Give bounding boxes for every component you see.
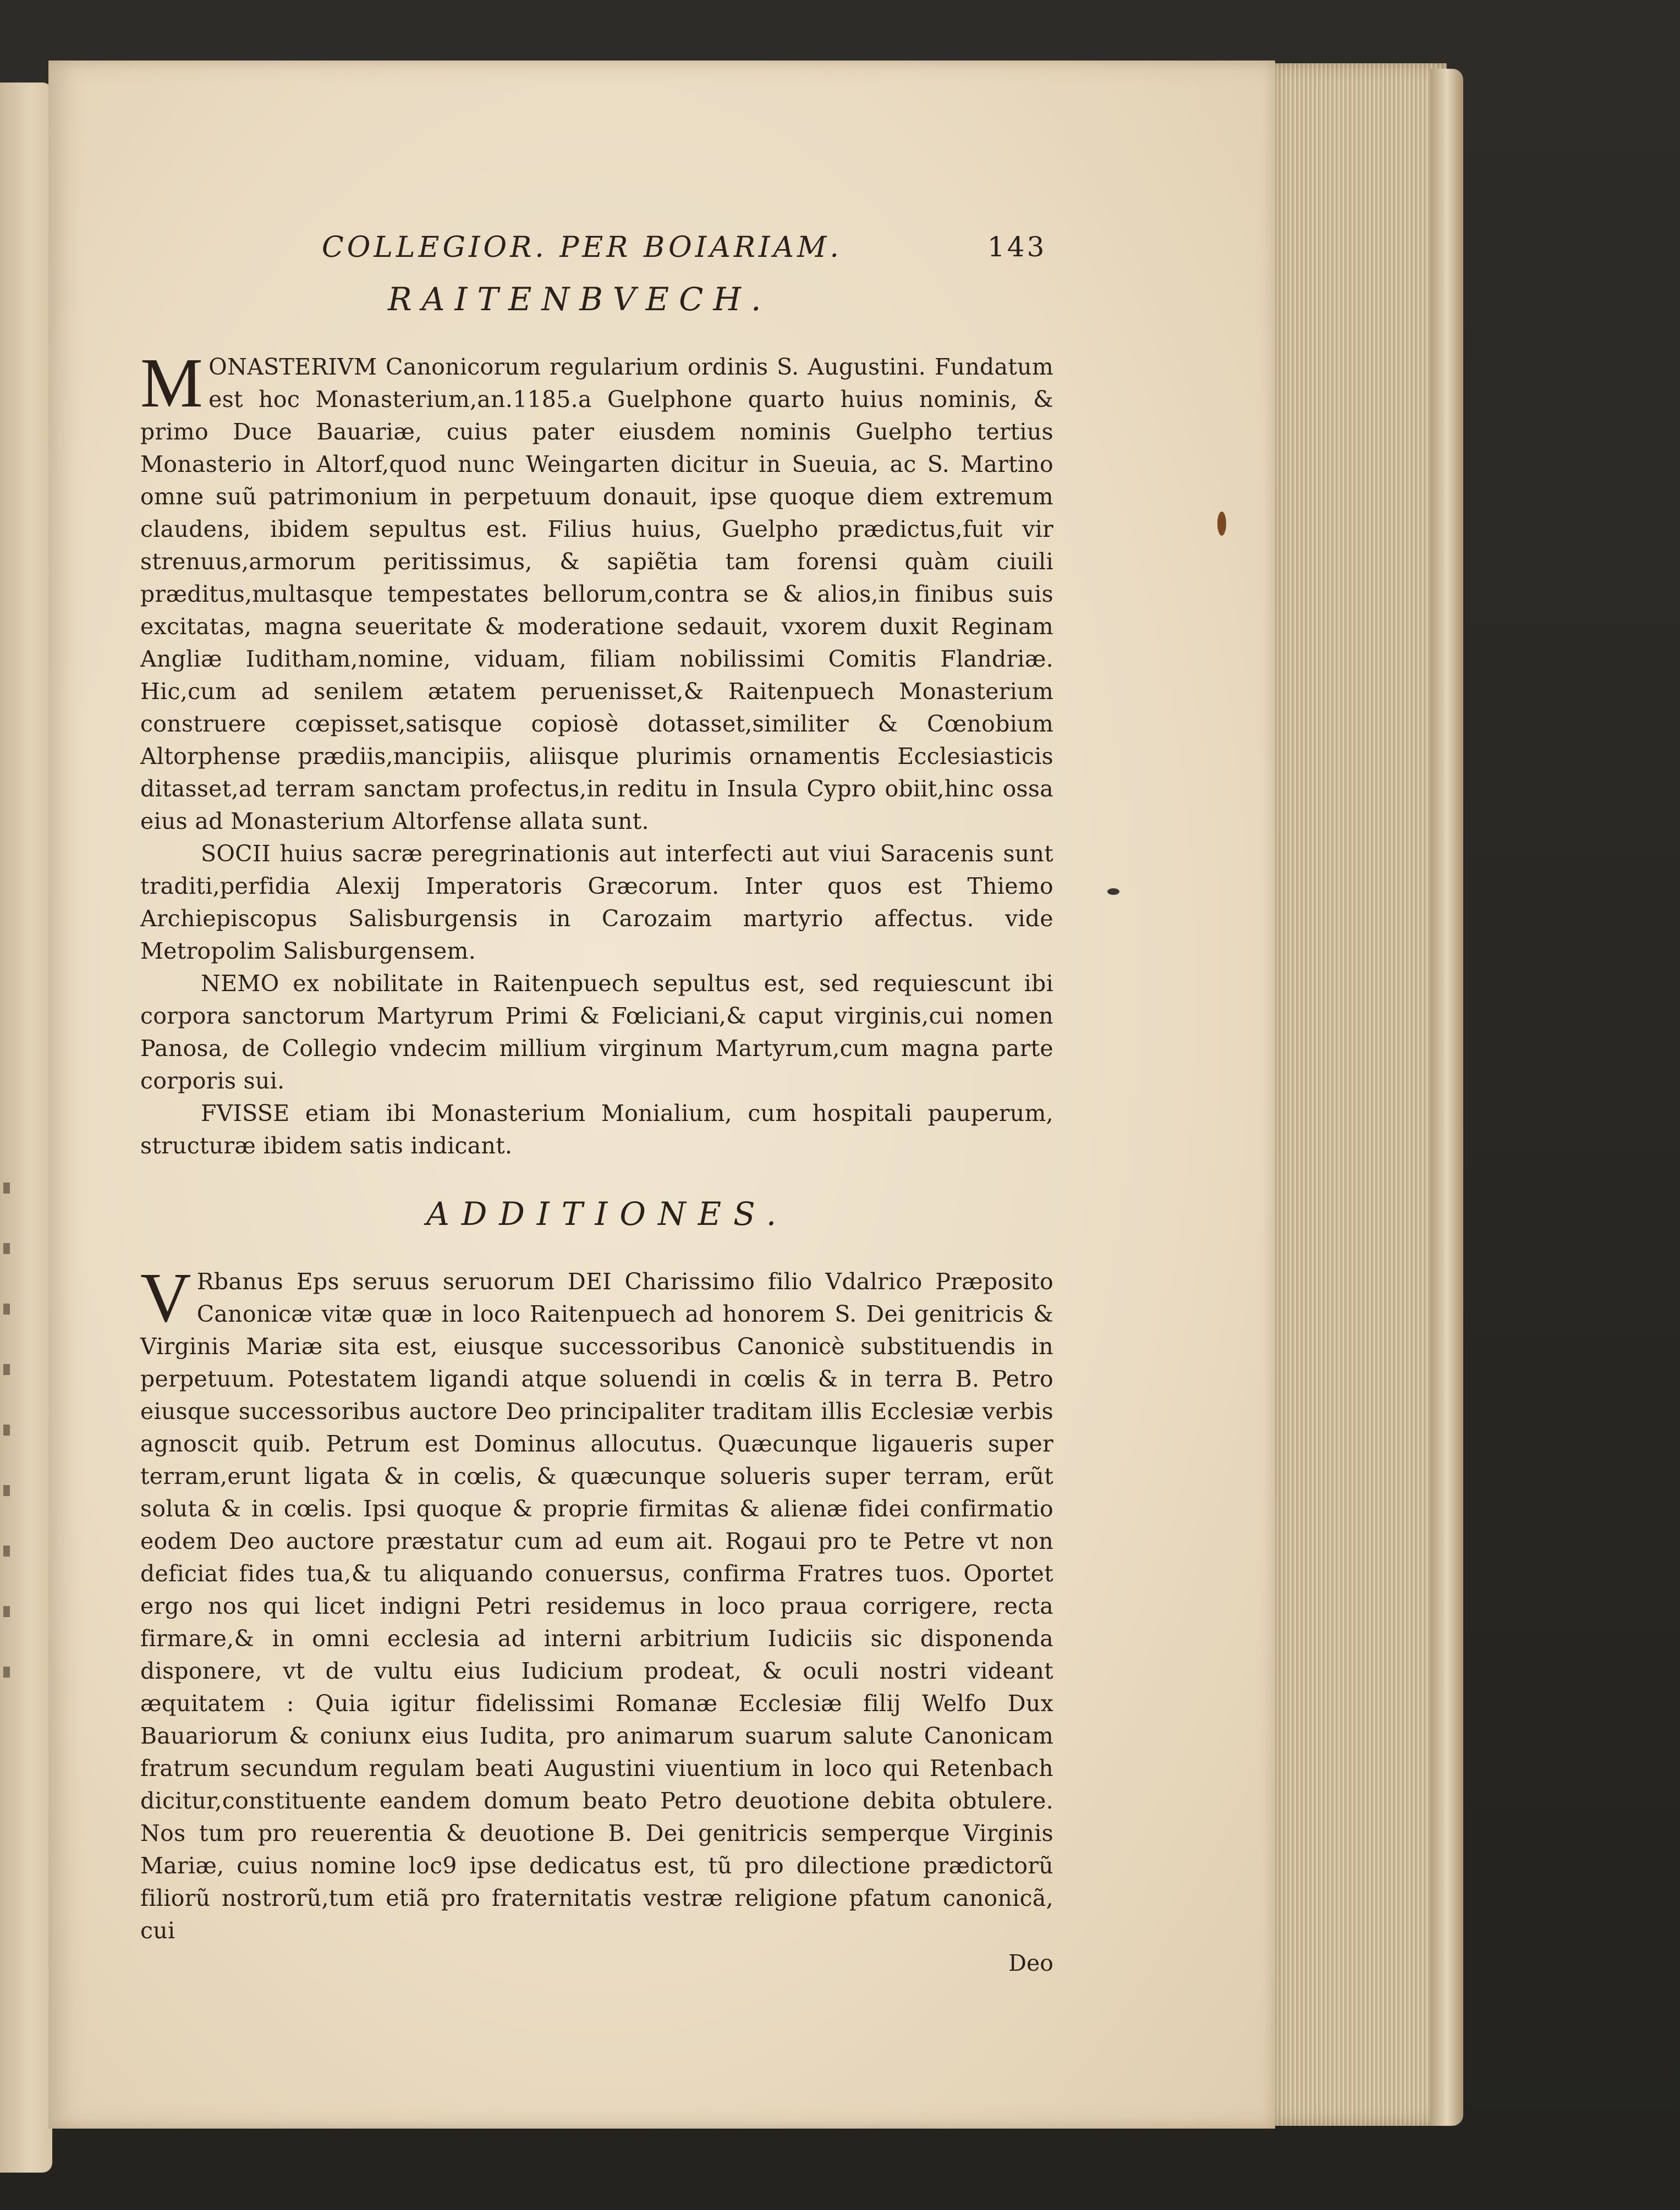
section-title: RAITENBVECH.	[388, 281, 771, 318]
ink-stain	[1107, 888, 1119, 895]
book-cover-edge	[1430, 69, 1463, 2126]
paragraph: FVISSE etiam ibi Monasterium Monialium, cum hospitali pauperum, structuræ ibidem satis indicant.	[140, 1100, 1053, 1159]
paragraph	[140, 1258, 1053, 1947]
running-head	[140, 231, 1053, 275]
page-content	[140, 231, 1053, 1980]
drop-cap: M	[140, 344, 204, 422]
paragraph-text: Rbanus Eps seruus seruorum DEI Charissimo filio Vdalrico Præposito Canonicæ vitæ quæ in loco Raitenpuech ad honorem S. Dei genitricis & Virginis Mariæ sita est, eiusque successoribus Canonicè substituendis in perpetuum. Potestatem ligandi atque soluendi in cœlis & in terra B. Petro eiusque successoribus auctore Deo principaliter traditam illis Ecclesiæ verbis agnoscit quib. Petrum est Dominus allocutus. Quæcunque ligaueris super terram,erunt ligata & in cœlis, & quæcunque solueris super terram, erũt soluta & in cœlis. Ipsi quoque & proprie firmitas & alienæ fidei confirmatio eodem Deo auctore præstatur cum ad eum ait. Rogaui pro te Petre vt non deficiat fides tua,& tu aliquando conuersus, confirma Fratres tuos. Oportet ergo nos qui licet indigni Petri residemus in loco praua corrigere, recta firmare,& in omni ecclesia ad interni arbitrium Iudiciis sic disponenda disponere, vt de vultu eius Iudicium prodeat, & oculi nostri videant æquitatem : Quia igitur fidelissimi Romanæ Ecclesiæ filij Welfo Dux Bauariorum & coniunx eius Iudita, pro animarum suarum salute Canonicam fratrum secundum regulam beati Augustini viuentium in loco qui Retenbach dicitur,constituente eandem domum beato Petro deuotione debita obtulere. Nos tum pro reuerentia & deuotione B. Dei genitricis semperque Virginis Mariæ, cuius nomine loc9 ipse dedicatus est, tũ pro dilectione prædictorũ filiorũ nostrorũ,tum etiã pro fraternitatis vestræ religione pfatum canonicã, cui	[140, 1268, 1053, 1944]
paragraph: NEMO ex nobilitate in Raitenpuech sepultus est, sed requiescunt ibi corpora sanctorum Martyrum Primi & Fœliciani,& caput virginis,cui nomen Panosa, de Collegio vndecim millium virginum Martyrum,cum magna parte corporis sui.	[140, 970, 1053, 1094]
catchword: Deo	[1008, 1950, 1053, 1976]
ink-stain	[1217, 512, 1226, 536]
left-page-text-fragments	[3, 1183, 10, 1678]
paragraph: SOCII huius sacræ peregrinationis aut interfecti aut viui Saracenis sunt traditi,perfidia Alexij Imperatoris Græcorum. Inter quos est Thiemo Archiepiscopus Salisburgensis in Carozaim martyrio affectus. vide Metropolim Salisburgensem.	[140, 840, 1053, 964]
page-block-edge	[1271, 63, 1447, 2126]
paragraph-text: ONASTERIVM Canonicorum regularium ordinis S. Augustini. Fundatum est hoc Monasterium,an.1185.a Guelphone quarto huius nominis, & primo Duce Bauariæ, cuius pater eiusdem nominis Guelpho tertius Monasterio in Altorf,quod nunc Weingarten dicitur in Sueuia, ac S. Martino omne suũ patrimonium in perpetuum donauit, ipse quoque diem extremum claudens, ibidem sepultus est. Filius huius, Guelpho prædictus,fuit vir strenuus,armorum peritissimus, & sapiẽtia tam forensi quàm ciuili præditus,multasque tempestates bellorum,contra se & alios,in finibus suis excitatas, magna seueritate & moderatione sedauit, vxorem duxit Reginam Angliæ Iuditham,nomine, viduam, filiam nobilissimi Comitis Flandriæ. Hic,cum ad senilem ætatem peruenisset,& Raitenpuech Monasterium construere cœpisset,satisque copiosè dotasset,similiter & Cœnobium Altorphense prædiis,mancipiis, aliisque plurimis ornamentis Ecclesiasticis ditasset,ad terram sanctam profectus,in reditu in Insula Cypro obiit,hinc ossa eius ad Monasterium Altorfense allata sunt.	[140, 354, 1053, 834]
running-title: COLLEGIOR. PER BOIARIAM.	[322, 231, 842, 264]
page-number: 143	[987, 231, 1047, 263]
left-page-edge	[0, 83, 52, 2173]
drop-cap: V	[140, 1258, 191, 1337]
paragraph	[140, 344, 1053, 838]
section-title: ADDITIONES.	[426, 1195, 789, 1233]
